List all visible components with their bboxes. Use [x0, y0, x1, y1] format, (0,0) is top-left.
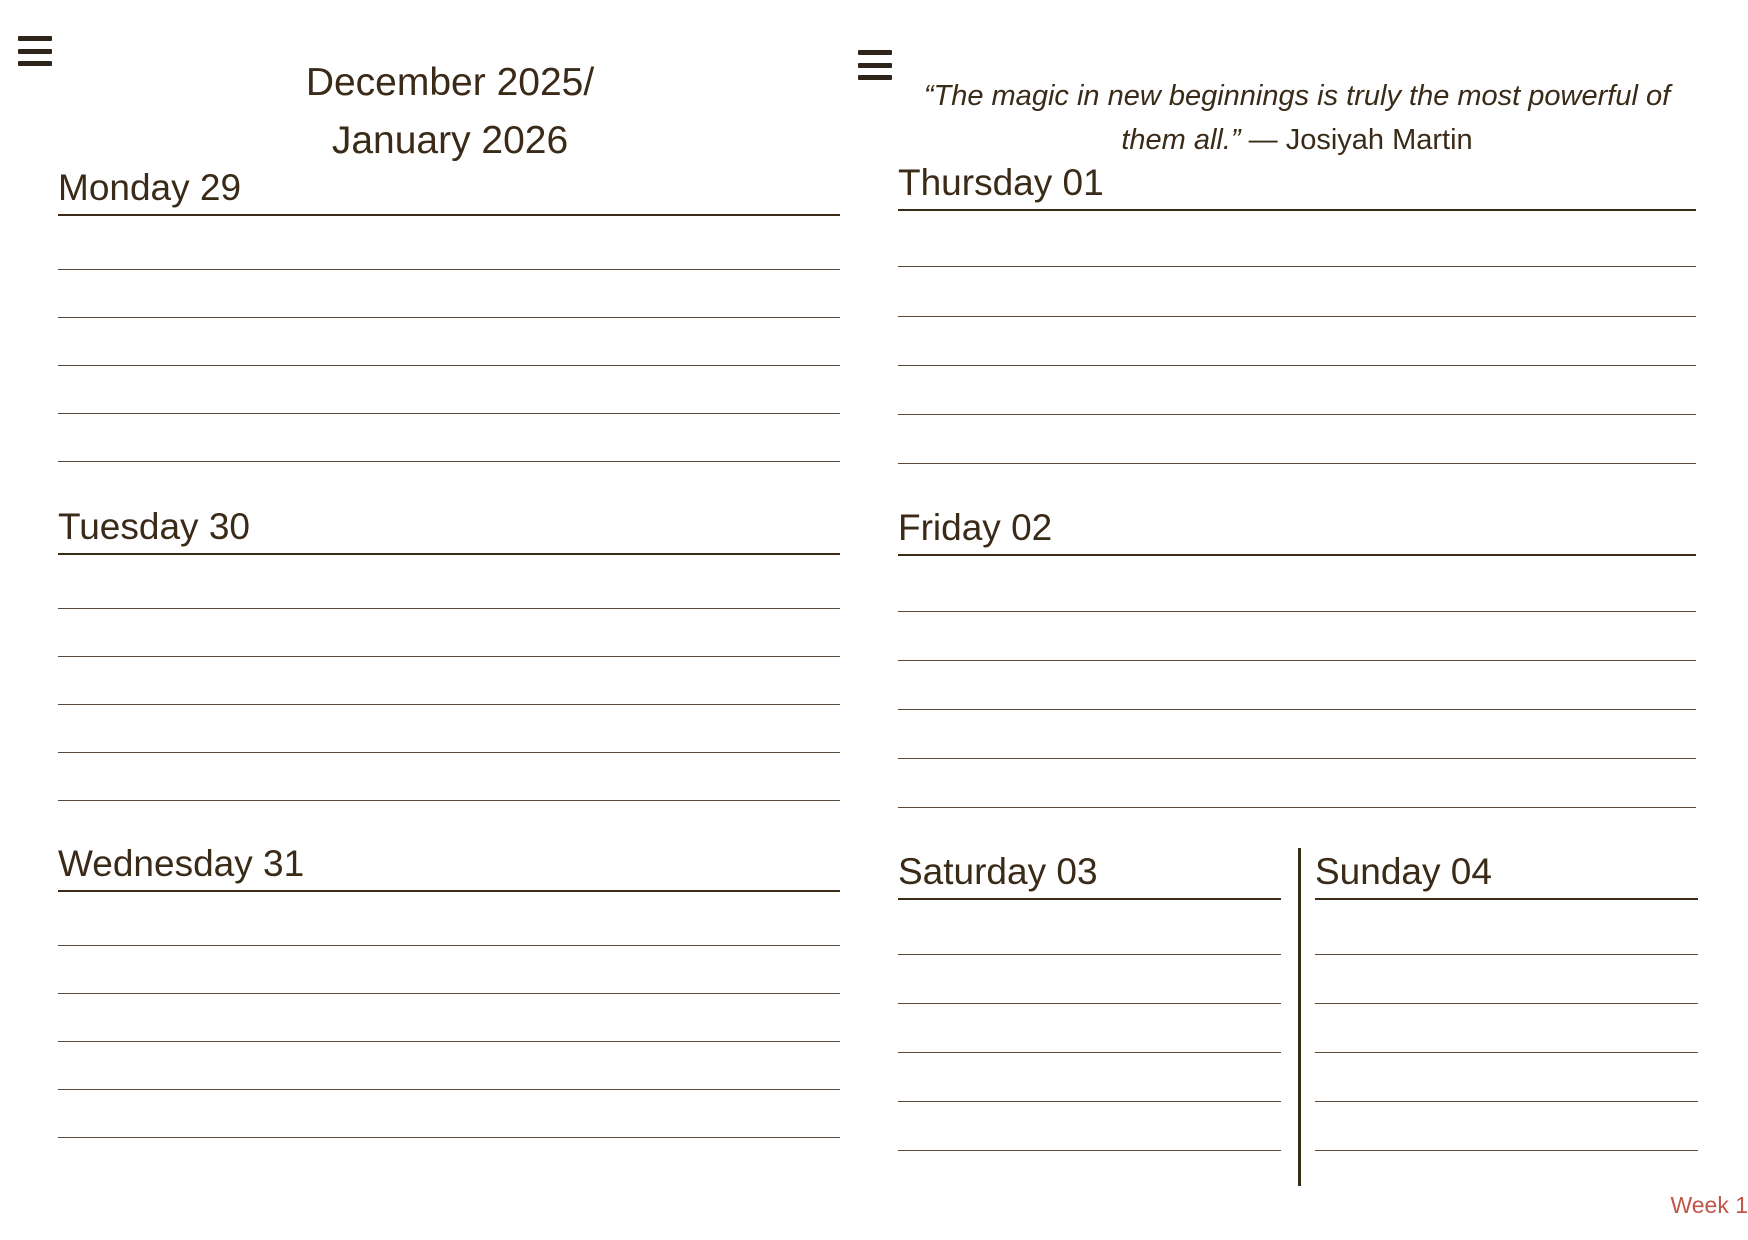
note-lines[interactable]: [898, 211, 1696, 464]
quote: [902, 74, 1692, 162]
day-block-tuesday: [58, 505, 840, 801]
day-block-friday: [898, 506, 1696, 808]
day-block-monday: [58, 166, 840, 462]
day-heading: Saturday 03: [898, 850, 1281, 900]
note-lines[interactable]: [898, 900, 1281, 1151]
menu-icon[interactable]: [18, 36, 52, 66]
day-block-wednesday: [58, 842, 840, 1138]
day-heading: Tuesday 30: [58, 505, 840, 555]
note-lines[interactable]: [58, 892, 840, 1138]
note-lines[interactable]: [1315, 900, 1698, 1151]
day-heading: Wednesday 31: [58, 842, 840, 892]
day-block-saturday: [898, 850, 1281, 1151]
note-lines[interactable]: [58, 555, 840, 801]
day-block-thursday: [898, 161, 1696, 464]
week-label: Week 1: [1670, 1192, 1748, 1218]
day-heading: Monday 29: [58, 166, 840, 216]
day-heading: Friday 02: [898, 506, 1696, 556]
day-heading: Thursday 01: [898, 161, 1696, 211]
menu-icon[interactable]: [858, 50, 892, 80]
quote-text: “The magic in new beginnings is truly the most powerful of them all.”: [923, 80, 1671, 156]
weekend-divider: [1298, 848, 1301, 1186]
day-block-sunday: [1315, 850, 1698, 1151]
title-line-1: December 2025/: [305, 61, 595, 104]
day-heading: Sunday 04: [1315, 850, 1698, 900]
title-line-2: January 2026: [331, 119, 569, 162]
note-lines[interactable]: [58, 216, 840, 462]
quote-author: — Josiyah Martin: [1240, 124, 1473, 156]
page-title: [150, 54, 750, 170]
note-lines[interactable]: [898, 556, 1696, 808]
